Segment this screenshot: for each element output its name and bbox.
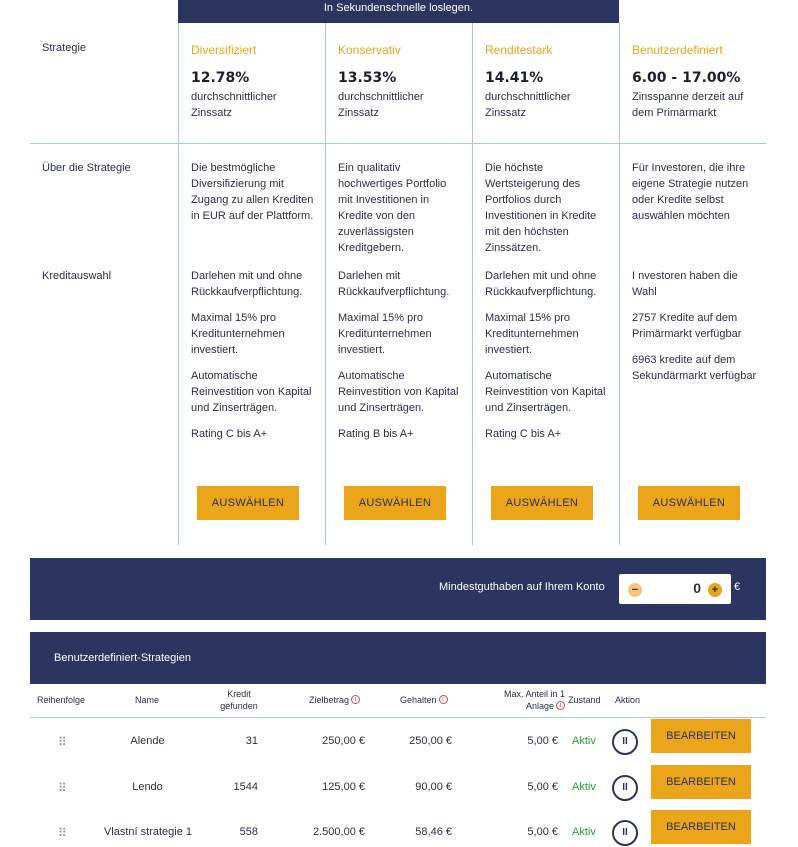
select-button[interactable]: AUSWÄHLEN xyxy=(197,486,299,520)
status-badge: Aktiv xyxy=(572,826,596,838)
strategy-about: Die höchste Wertsteigerung des Portfolios durch Investitionen in Kredite mit den höchsten Zinssätzen. xyxy=(485,162,597,254)
strategy-column-high-yield xyxy=(472,23,619,545)
row-label-about: Über die Strategie xyxy=(42,162,131,174)
row-label-credit: Kreditauswahl xyxy=(42,270,112,282)
strategy-about: Die bestmögliche Diversifizierung mit Zugang zu allen Krediten in EUR auf der Plattform. xyxy=(191,162,314,222)
col-header-found: Kredit gefunden xyxy=(220,689,258,711)
col-header-target-label: Zielbetrag xyxy=(309,695,350,705)
strategy-name: Diversifiziert xyxy=(191,43,257,57)
min-balance-bar xyxy=(30,558,766,620)
strategy-rate-desc: durchschnittlicher Zinssatz xyxy=(485,91,571,119)
edit-button[interactable]: BEARBEITEN xyxy=(651,810,751,844)
credit-item: Rating C bis A+ xyxy=(485,428,562,440)
credit-item: Darlehen mit und ohne Rückkaufverpflichtung. xyxy=(191,270,303,298)
top-banner: In Sekundenschnelle loslegen. xyxy=(178,0,619,23)
divider xyxy=(30,717,766,718)
credit-item: Maximal 15% pro Kreditunternehmen investiert. xyxy=(338,312,432,356)
row-target: 125,00 € xyxy=(322,781,365,793)
table-row xyxy=(30,821,766,847)
col-header-name: Name xyxy=(135,695,160,705)
row-held: 58,46 € xyxy=(415,826,452,838)
credit-item: Maximal 15% pro Kreditunternehmen investiert. xyxy=(191,312,285,356)
strategy-column-conservative xyxy=(325,23,472,545)
col-header-target xyxy=(309,694,360,706)
row-held: 250,00 € xyxy=(409,735,452,747)
credit-item: Darlehen mit und ohne Rückkaufverpflichtung. xyxy=(485,270,597,298)
strategy-credit-list xyxy=(338,268,468,452)
strategy-column-diversified xyxy=(178,23,325,545)
strategy-rate-desc: Zinsspanne derzeit auf dem Primärmarkt xyxy=(632,91,744,119)
pause-icon[interactable]: II xyxy=(612,775,638,801)
row-target: 2.500,00 € xyxy=(313,826,365,838)
status-badge: Aktiv xyxy=(572,735,596,747)
drag-handle-icon[interactable]: ⠿ xyxy=(58,826,66,840)
row-found: 1544 xyxy=(233,781,258,793)
plus-icon[interactable]: + xyxy=(708,583,722,597)
credit-item: Automatische Reinvestition von Kapital und Zinserträgen. xyxy=(191,370,312,414)
row-name: Alende xyxy=(130,735,165,747)
col-header-max-share-label: Max. Anteil in 1 Anlage xyxy=(503,689,565,711)
drag-handle-icon[interactable]: ⠿ xyxy=(58,735,66,749)
custom-strategies-header xyxy=(30,632,766,684)
pause-icon[interactable]: II xyxy=(612,820,638,846)
strategy-credit-list xyxy=(485,268,615,452)
currency-symbol: € xyxy=(734,581,741,593)
info-icon[interactable]: i xyxy=(351,695,360,704)
edit-button[interactable]: BEARBEITEN xyxy=(651,719,751,753)
strategy-credit-list xyxy=(191,268,321,452)
row-found: 558 xyxy=(239,826,258,838)
credit-item: Darlehen mit Rückkaufverpflichtung. xyxy=(338,270,450,298)
minus-icon[interactable]: − xyxy=(628,583,642,597)
credit-item: Rating B bis A+ xyxy=(338,428,414,440)
select-button[interactable]: AUSWÄHLEN xyxy=(491,486,593,520)
credit-item: 2757 Kredite auf dem Primärmarkt verfügbar xyxy=(632,312,742,340)
strategy-rate-desc: durchschnittlicher Zinssatz xyxy=(338,91,424,119)
col-header-held xyxy=(400,694,448,706)
credit-item: Automatische Reinvestition von Kapital und Zinserträgen. xyxy=(338,370,459,414)
strategy-rate: 12.78% xyxy=(191,70,250,86)
select-button[interactable]: AUSWÄHLEN xyxy=(638,486,740,520)
drag-handle-icon[interactable]: ⠿ xyxy=(58,781,66,795)
min-balance-value[interactable]: 0 xyxy=(693,580,701,596)
credit-item: I nvestoren haben die Wahl xyxy=(632,270,738,298)
credit-item: Maximal 15% pro Kreditunternehmen investiert. xyxy=(485,312,579,356)
strategy-rate-desc: durchschnittlicher Zinssatz xyxy=(191,91,277,119)
strategy-column-custom xyxy=(619,23,766,545)
status-badge: Aktiv xyxy=(572,781,596,793)
strategy-about: Für Investoren, die ihre eigene Strategie nutzen oder Kredite selbst auswählen möchten xyxy=(632,162,749,222)
strategy-name: Benutzerdefiniert xyxy=(632,43,723,57)
col-header-action: Aktion xyxy=(615,695,641,705)
strategy-name: Renditestark xyxy=(485,43,553,57)
row-max-share: 5,00 € xyxy=(527,735,558,747)
min-balance-label: Mindestguthaben auf Ihrem Konto xyxy=(439,581,605,593)
credit-item: 6963 kredite auf dem Sekundärmarkt verfügbar xyxy=(632,354,757,382)
row-max-share: 5,00 € xyxy=(527,781,558,793)
row-target: 250,00 € xyxy=(322,735,365,747)
strategy-rate: 14.41% xyxy=(485,70,544,86)
strategy-credit-list xyxy=(632,268,762,394)
row-max-share: 5,00 € xyxy=(527,826,558,838)
info-icon[interactable]: i xyxy=(556,701,565,710)
credit-item: Rating C bis A+ xyxy=(191,428,268,440)
custom-strategies-title: Benutzerdefiniert-Strategien xyxy=(54,652,191,664)
row-label-strategy: Strategie xyxy=(42,42,87,54)
col-header-held-label: Gehalten xyxy=(400,695,437,705)
edit-button[interactable]: BEARBEITEN xyxy=(651,765,751,799)
strategy-rate: 6.00 - 17.00% xyxy=(632,70,741,86)
row-name: Vlastní strategie 1 xyxy=(103,826,193,838)
col-header-order: Reihenfolge xyxy=(37,695,86,705)
col-header-max-share xyxy=(493,688,565,712)
pause-icon[interactable]: II xyxy=(612,729,638,755)
info-icon[interactable]: i xyxy=(439,695,448,704)
row-held: 90,00 € xyxy=(415,781,452,793)
strategy-about: Ein qualitativ hochwertiges Portfolio mit Investitionen in Kredite von den zuverlässigsten Kreditgebern. xyxy=(338,162,447,254)
credit-item: Automatische Reinvestition von Kapital und Zinserträgen. xyxy=(485,370,606,414)
row-found: 31 xyxy=(245,735,258,747)
strategy-name: Konservativ xyxy=(338,43,401,57)
min-balance-stepper[interactable] xyxy=(619,574,731,604)
row-name: Lendo xyxy=(132,781,163,793)
select-button[interactable]: AUSWÄHLEN xyxy=(344,486,446,520)
divider xyxy=(30,143,178,144)
strategy-rate: 13.53% xyxy=(338,70,397,86)
col-header-state: Zustand xyxy=(568,695,601,705)
